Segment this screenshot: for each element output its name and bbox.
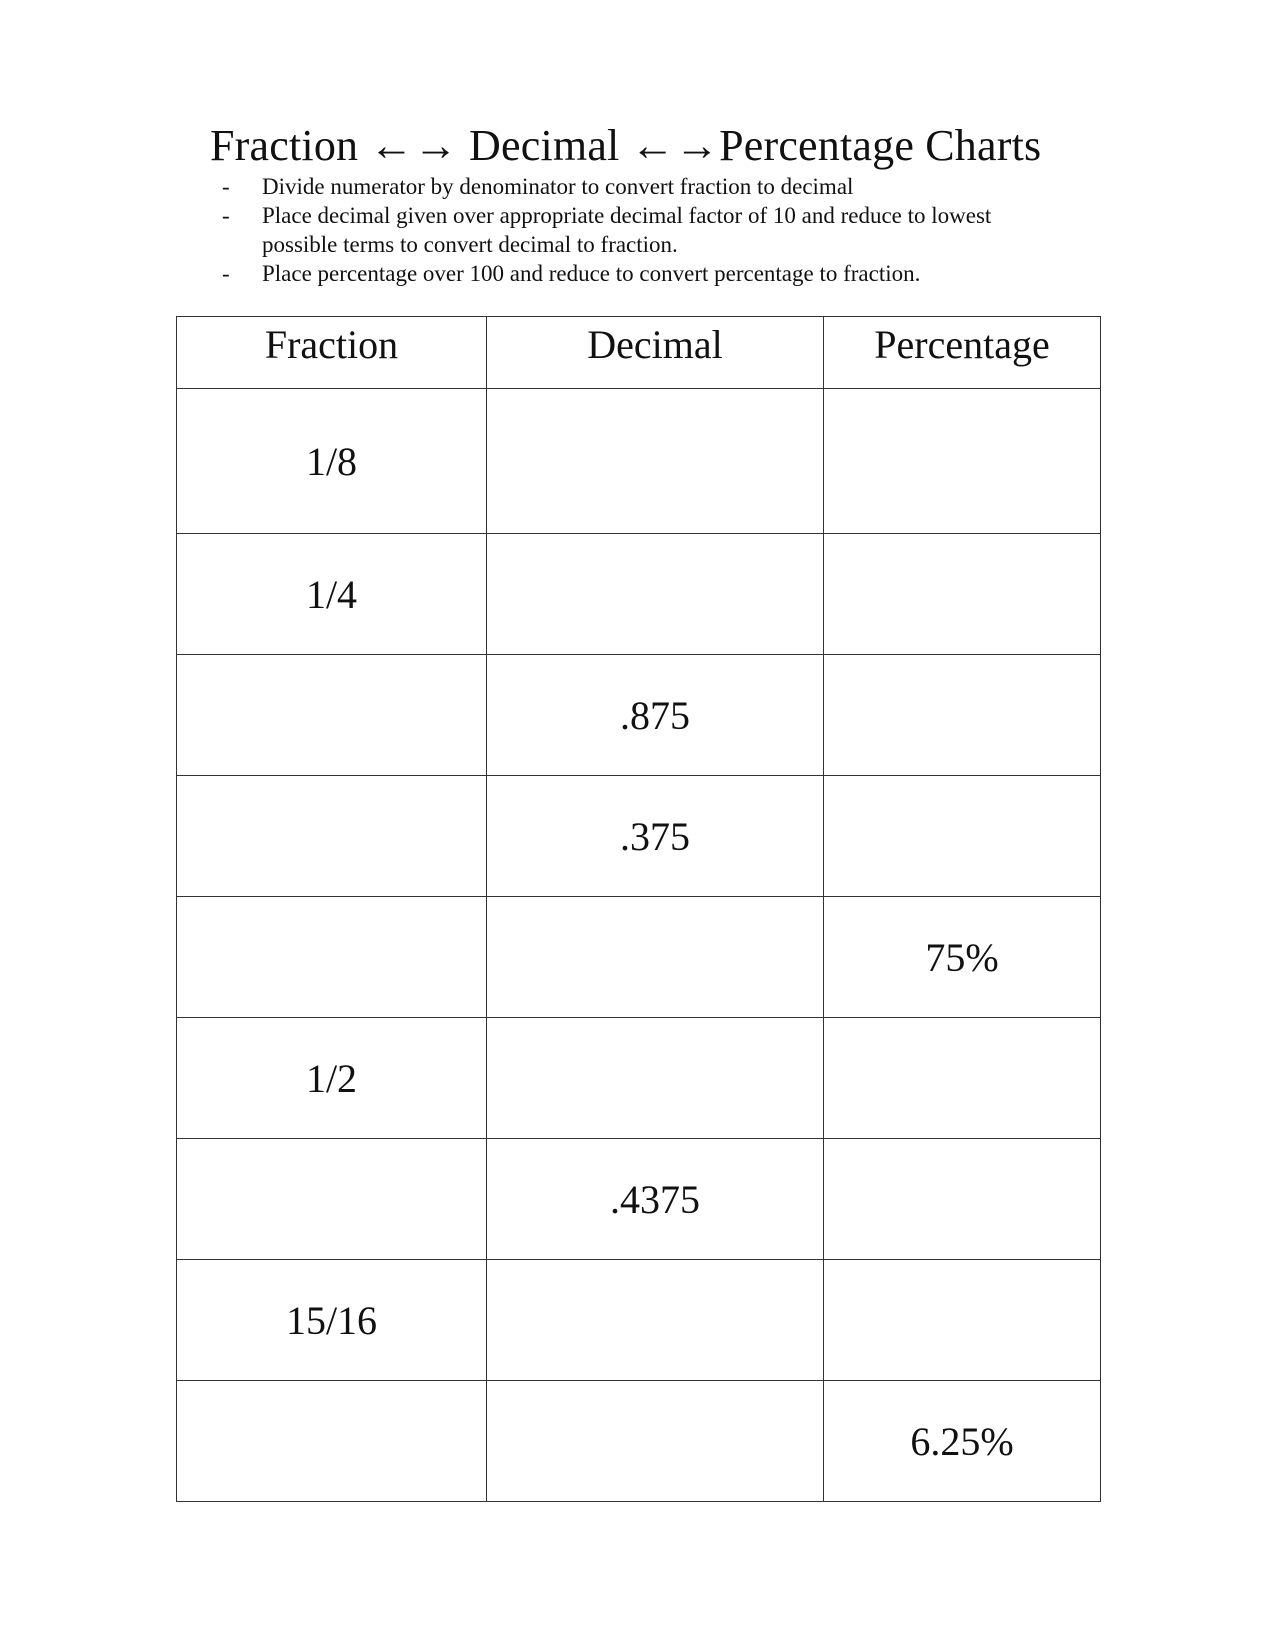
fraction-cell: [177, 1139, 487, 1260]
fraction-cell: [177, 897, 487, 1018]
decimal-cell: [487, 897, 824, 1018]
decimal-cell: .375: [487, 776, 824, 897]
percentage-cell: 75%: [824, 897, 1101, 1018]
table-row: [177, 1260, 1101, 1381]
header-decimal: Decimal: [487, 317, 824, 389]
instruction-item: [222, 172, 1072, 201]
bullet-dash: -: [222, 174, 230, 199]
instructions-list: [222, 172, 1072, 288]
instruction-text: Place percentage over 100 and reduce to convert percentage to fraction.: [262, 261, 921, 286]
table-header-row: [177, 317, 1101, 389]
fraction-cell: [177, 1381, 487, 1502]
table-row: [177, 1381, 1101, 1502]
percentage-cell: [824, 776, 1101, 897]
fraction-cell: 15/16: [177, 1260, 487, 1381]
conversion-table: [176, 316, 1101, 1502]
percentage-cell: [824, 1018, 1101, 1139]
instruction-text: Divide numerator by denominator to convert fraction to decimal: [262, 174, 854, 199]
percentage-cell: [824, 655, 1101, 776]
decimal-cell: [487, 1381, 824, 1502]
header-fraction: Fraction: [177, 317, 487, 389]
instruction-item: [222, 259, 1072, 288]
percentage-cell: 6.25%: [824, 1381, 1101, 1502]
table-row: [177, 534, 1101, 655]
decimal-cell: .875: [487, 655, 824, 776]
table-row: [177, 1018, 1101, 1139]
table-row: [177, 389, 1101, 534]
bullet-dash: -: [222, 203, 230, 228]
decimal-cell: .4375: [487, 1139, 824, 1260]
percentage-cell: [824, 1260, 1101, 1381]
fraction-cell: 1/4: [177, 534, 487, 655]
decimal-cell: [487, 534, 824, 655]
fraction-cell: 1/2: [177, 1018, 487, 1139]
percentage-cell: [824, 534, 1101, 655]
header-percentage: Percentage: [824, 317, 1101, 389]
fraction-cell: [177, 776, 487, 897]
fraction-cell: [177, 655, 487, 776]
table-row: [177, 776, 1101, 897]
table-row: [177, 655, 1101, 776]
decimal-cell: [487, 1018, 824, 1139]
page-title: Fraction ←→ Decimal ←→Percentage Charts: [210, 121, 1042, 170]
instruction-item: [222, 201, 1072, 259]
bullet-dash: -: [222, 261, 230, 286]
fraction-cell: 1/8: [177, 389, 487, 534]
table-row: [177, 897, 1101, 1018]
decimal-cell: [487, 389, 824, 534]
table-row: [177, 1139, 1101, 1260]
percentage-cell: [824, 1139, 1101, 1260]
percentage-cell: [824, 389, 1101, 534]
decimal-cell: [487, 1260, 824, 1381]
instruction-text: Place decimal given over appropriate decimal factor of 10 and reduce to lowest possible terms to convert decimal to fraction.: [262, 203, 992, 257]
